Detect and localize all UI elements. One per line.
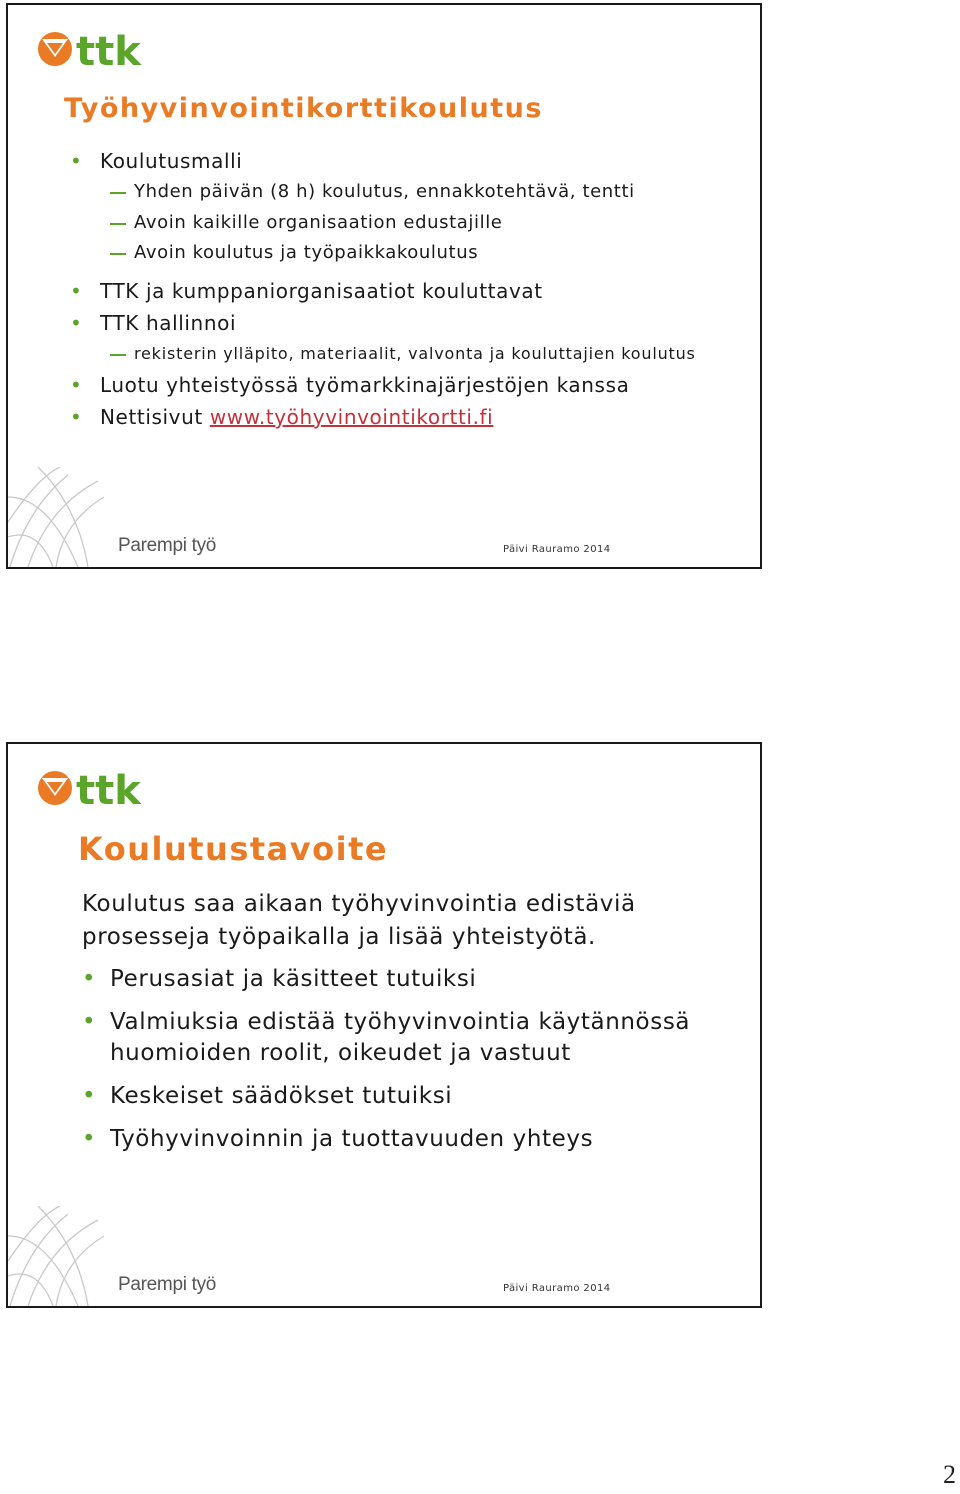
list-item: • Työhyvinvoinnin ja tuottavuuden yhteys xyxy=(82,1124,690,1155)
sub-list-item: Avoin kaikille organisaation edustajille xyxy=(70,208,696,239)
website-link[interactable]: www.työhyvinvointikortti.fi xyxy=(209,405,494,429)
list-item: • TTK ja kumppaniorganisaatiot kouluttavat xyxy=(70,275,696,307)
sub-list-item: rekisterin ylläpito, materiaalit, valvonta ja kouluttajien koulutus xyxy=(70,339,696,370)
ttk-logo xyxy=(36,766,146,812)
list-item: • Perusasiat ja käsitteet tutuiksi xyxy=(82,964,690,995)
sub-list-item: Avoin koulutus ja työpaikkakoulutus xyxy=(70,238,696,269)
slide-1 xyxy=(6,3,762,569)
slide-title: Työhyvinvointikorttikoulutus xyxy=(64,93,543,124)
list-item xyxy=(82,1007,690,1069)
list-item-line: huomioiden roolit, oikeudet ja vastuut xyxy=(110,1040,571,1066)
slide-content xyxy=(82,888,690,1167)
logo-text: ttk xyxy=(76,768,141,812)
list-item: • Keskeiset säädökset tutuiksi xyxy=(82,1081,690,1112)
sub-list-item: Yhden päivän (8 h) koulutus, ennakkotehtävä, tentti xyxy=(70,177,696,208)
ttk-logo xyxy=(36,27,146,73)
logo-text: ttk xyxy=(76,29,141,73)
list-item: • Koulutusmalli xyxy=(70,145,696,177)
slide-content xyxy=(70,145,696,433)
list-item: • Luotu yhteistyössä työmarkkinajärjestöjen kanssa xyxy=(70,369,696,401)
page-number: 2 xyxy=(943,1460,956,1489)
list-item: • TTK hallinnoi xyxy=(70,307,696,339)
slide-title: Koulutustavoite xyxy=(78,830,389,868)
brand-name: Parempi työ xyxy=(118,535,217,556)
decorative-arcs xyxy=(8,1206,118,1306)
slide-2 xyxy=(6,742,762,1308)
intro-line: prosesseja työpaikalla ja lisää yhteistyötä. xyxy=(82,924,596,950)
list-item-label: Nettisivut xyxy=(100,405,203,429)
brand-name: Parempi työ xyxy=(118,1274,217,1295)
footer-author: Päivi Rauramo 2014 xyxy=(503,544,611,555)
intro-line: Koulutus saa aikaan työhyvinvointia edistäviä xyxy=(82,891,636,917)
intro-text xyxy=(82,888,690,954)
list-item-line: • Valmiuksia edistää työhyvinvointia käytännössä xyxy=(110,1009,691,1035)
list-item xyxy=(70,401,696,433)
decorative-arcs xyxy=(8,467,118,567)
footer-author: Päivi Rauramo 2014 xyxy=(503,1283,611,1294)
